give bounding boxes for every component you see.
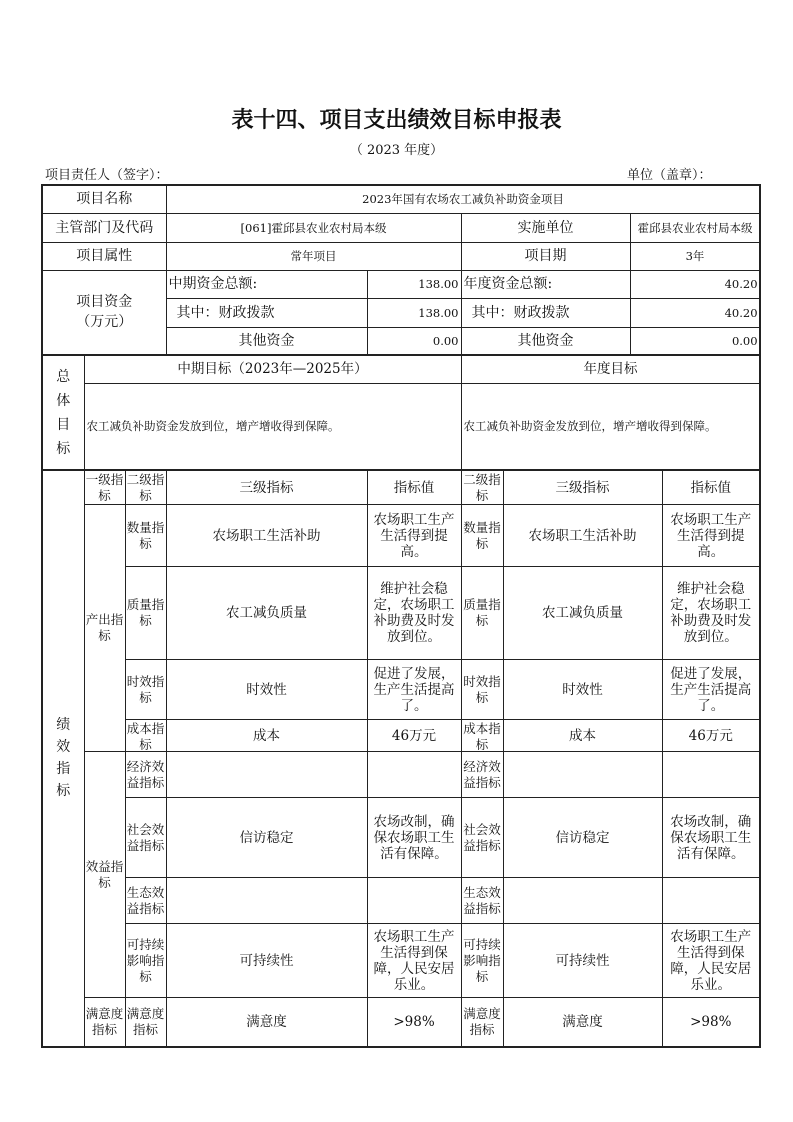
header-level2-year bbox=[461, 470, 503, 505]
level2-indicator-text: 满意度指标 bbox=[126, 1005, 165, 1037]
level2-indicator-year bbox=[461, 924, 503, 998]
level3-indicator bbox=[166, 878, 367, 924]
level3-indicator-year: 成本 bbox=[503, 720, 662, 752]
level3-indicator-year: 信访稳定 bbox=[503, 798, 662, 878]
level2-indicator-year-text: 质量指标 bbox=[463, 597, 501, 628]
level3-indicator: 农工减负质量 bbox=[166, 567, 367, 660]
level2-indicator-year-text: 社会效益指标 bbox=[463, 821, 501, 853]
performance-indicators-label bbox=[42, 470, 84, 1047]
level2-indicator-text: 时效指标 bbox=[126, 673, 165, 705]
level2-indicator-year-text: 数量指标 bbox=[463, 519, 501, 551]
year-other-label: 其他资金 bbox=[461, 327, 630, 355]
indicator-value-year: 农场改制，确保农场职工生活有保障。 bbox=[662, 798, 760, 878]
level1-indicator-text: 产出指标 bbox=[85, 612, 124, 643]
level3-indicator: 满意度 bbox=[166, 998, 367, 1047]
level2-indicator-text: 质量指标 bbox=[126, 597, 165, 628]
mid-goal-header: 中期目标（2023年—2025年） bbox=[84, 355, 461, 383]
level3-indicator: 成本 bbox=[166, 720, 367, 752]
level2-indicator-year-text: 成本指标 bbox=[463, 720, 501, 751]
impl-unit-label: 实施单位 bbox=[461, 213, 630, 242]
period-value: 3年 bbox=[630, 242, 760, 270]
level2-indicator bbox=[125, 878, 166, 924]
year-other-value: 0.00 bbox=[630, 327, 760, 355]
level3-indicator-year: 满意度 bbox=[503, 998, 662, 1047]
indicator-value-year: 维护社会稳定，农场职工补助费及时发放到位。 bbox=[662, 567, 760, 660]
impl-unit-value: 霍邱县农业农村局本级 bbox=[630, 213, 760, 242]
indicator-value: 46万元 bbox=[367, 720, 461, 752]
year-fiscal-label: 其中：财政拨款 bbox=[461, 298, 630, 327]
header-level1-wrap: 一级指标 bbox=[85, 471, 124, 503]
level2-indicator-year-text: 时效指标 bbox=[463, 673, 501, 705]
level2-indicator bbox=[125, 567, 166, 660]
header-value: 指标值 bbox=[367, 470, 461, 505]
funds-label-text: 项目资金（万元） bbox=[76, 294, 133, 331]
level2-indicator bbox=[125, 752, 166, 798]
indicator-value-year bbox=[662, 752, 760, 798]
level3-indicator-year: 农场职工生活补助 bbox=[503, 505, 662, 567]
indicator-value: 农场职工生产生活得到保障，人民安居乐业。 bbox=[367, 924, 461, 998]
level2-indicator-text: 成本指标 bbox=[126, 720, 165, 751]
mid-fiscal-label: 其中：财政拨款 bbox=[166, 298, 367, 327]
indicator-value-year: 农场职工生产生活得到提高。 bbox=[662, 505, 760, 567]
indicator-row bbox=[42, 798, 760, 878]
indicator-row bbox=[42, 752, 760, 798]
level3-indicator: 信访稳定 bbox=[166, 798, 367, 878]
level2-indicator-year-text: 满意度指标 bbox=[463, 1005, 501, 1037]
level2-indicator-year-text: 经济效益指标 bbox=[463, 758, 501, 790]
level2-indicator bbox=[125, 505, 166, 567]
indicator-row bbox=[42, 878, 760, 924]
level1-indicator bbox=[84, 752, 125, 998]
header-level3: 三级指标 bbox=[166, 470, 367, 505]
level2-indicator bbox=[125, 798, 166, 878]
level2-indicator-year-text: 可持续影响指标 bbox=[463, 936, 501, 984]
indicator-value: 农场职工生产生活得到提高。 bbox=[367, 505, 461, 567]
project-name-label: 项目名称 bbox=[42, 185, 166, 213]
project-name-value: 2023年国有农场农工减负补助资金项目 bbox=[166, 185, 760, 213]
signer-label: 项目责任人（签字）： bbox=[45, 168, 169, 183]
year-subtitle: （ 2023 年度） bbox=[349, 143, 444, 158]
level3-indicator-year bbox=[503, 752, 662, 798]
header-value-year: 指标值 bbox=[662, 470, 760, 505]
period-label: 项目期 bbox=[461, 242, 630, 270]
indicator-value bbox=[367, 752, 461, 798]
indicator-value bbox=[367, 878, 461, 924]
indicator-row bbox=[42, 720, 760, 752]
indicator-row bbox=[42, 998, 760, 1047]
level2-indicator-year bbox=[461, 878, 503, 924]
indicator-value-year: 46万元 bbox=[662, 720, 760, 752]
level2-indicator bbox=[125, 998, 166, 1047]
indicator-row bbox=[42, 567, 760, 660]
header-level2-wrap: 二级指标 bbox=[126, 471, 165, 503]
mid-other-label: 其他资金 bbox=[166, 327, 367, 355]
header-level1 bbox=[84, 470, 125, 505]
mid-total-value: 138.00 bbox=[367, 270, 461, 298]
unit-seal-label: 单位（盖章）： bbox=[627, 168, 712, 183]
level3-indicator bbox=[166, 752, 367, 798]
indicator-value-year: 促进了发展，生产生活提高了。 bbox=[662, 660, 760, 720]
level1-indicator-text: 满意度指标 bbox=[85, 1005, 124, 1037]
level1-indicator bbox=[84, 998, 125, 1047]
level3-indicator-year: 可持续性 bbox=[503, 924, 662, 998]
year-total-value: 40.20 bbox=[630, 270, 760, 298]
funds-label bbox=[42, 270, 166, 355]
level2-indicator bbox=[125, 924, 166, 998]
level1-indicator bbox=[84, 505, 125, 752]
attr-label: 项目属性 bbox=[42, 242, 166, 270]
header-level3-year: 三级指标 bbox=[503, 470, 662, 505]
header-level2-year-wrap: 二级指标 bbox=[463, 471, 501, 503]
indicator-value: 农场改制，确保农场职工生活有保障。 bbox=[367, 798, 461, 878]
level3-indicator: 农场职工生活补助 bbox=[166, 505, 367, 567]
indicator-value: 促进了发展，生产生活提高了。 bbox=[367, 660, 461, 720]
header-level2 bbox=[125, 470, 166, 505]
indicator-row bbox=[42, 924, 760, 998]
dept-value: [061]霍邱县农业农村局本级 bbox=[166, 213, 461, 242]
performance-target-table bbox=[41, 184, 761, 1048]
level3-indicator-year: 时效性 bbox=[503, 660, 662, 720]
indicator-value: 维护社会稳定，农场职工补助费及时发放到位。 bbox=[367, 567, 461, 660]
year-fiscal-value: 40.20 bbox=[630, 298, 760, 327]
level3-indicator: 可持续性 bbox=[166, 924, 367, 998]
level2-indicator-text: 生态效益指标 bbox=[126, 884, 165, 916]
level2-indicator-text: 数量指标 bbox=[126, 519, 165, 551]
level2-indicator-year bbox=[461, 752, 503, 798]
level1-indicator-text: 效益指标 bbox=[85, 858, 124, 890]
indicator-value-year: >98% bbox=[662, 998, 760, 1047]
level2-indicator-text: 社会效益指标 bbox=[126, 821, 165, 853]
level2-indicator-year bbox=[461, 720, 503, 752]
overall-goal-label-text: 总体目标 bbox=[56, 368, 71, 457]
indicator-value-year bbox=[662, 878, 760, 924]
level2-indicator-year bbox=[461, 505, 503, 567]
attr-value: 常年项目 bbox=[166, 242, 461, 270]
level2-indicator-text: 可持续影响指标 bbox=[126, 936, 165, 984]
level3-indicator-year: 农工减负质量 bbox=[503, 567, 662, 660]
mid-other-value: 0.00 bbox=[367, 327, 461, 355]
level2-indicator-year bbox=[461, 567, 503, 660]
level3-indicator: 时效性 bbox=[166, 660, 367, 720]
indicator-value: >98% bbox=[367, 998, 461, 1047]
indicator-value-year: 农场职工生产生活得到保障，人民安居乐业。 bbox=[662, 924, 760, 998]
mid-fiscal-value: 138.00 bbox=[367, 298, 461, 327]
overall-goal-label bbox=[42, 355, 84, 470]
level2-indicator-year bbox=[461, 798, 503, 878]
mid-total-label: 中期资金总额: bbox=[166, 270, 367, 298]
level2-indicator-year bbox=[461, 660, 503, 720]
level2-indicator bbox=[125, 720, 166, 752]
indicator-row bbox=[42, 505, 760, 567]
year-total-label: 年度资金总额: bbox=[461, 270, 630, 298]
dept-label: 主管部门及代码 bbox=[42, 213, 166, 242]
level2-indicator bbox=[125, 660, 166, 720]
mid-goal-text: 农工减负补助资金发放到位，增产增收得到保障。 bbox=[84, 383, 461, 470]
level2-indicator-year-text: 生态效益指标 bbox=[463, 884, 501, 916]
year-goal-header: 年度目标 bbox=[461, 355, 760, 383]
indicator-row bbox=[42, 660, 760, 720]
level3-indicator-year bbox=[503, 878, 662, 924]
level2-indicator-text: 经济效益指标 bbox=[126, 758, 165, 790]
level2-indicator-year bbox=[461, 998, 503, 1047]
performance-indicators-label-text: 绩效指标 bbox=[56, 717, 71, 800]
year-goal-text: 农工减负补助资金发放到位，增产增收得到保障。 bbox=[461, 383, 760, 470]
page-title: 表十四、项目支出绩效目标申报表 bbox=[231, 108, 562, 133]
